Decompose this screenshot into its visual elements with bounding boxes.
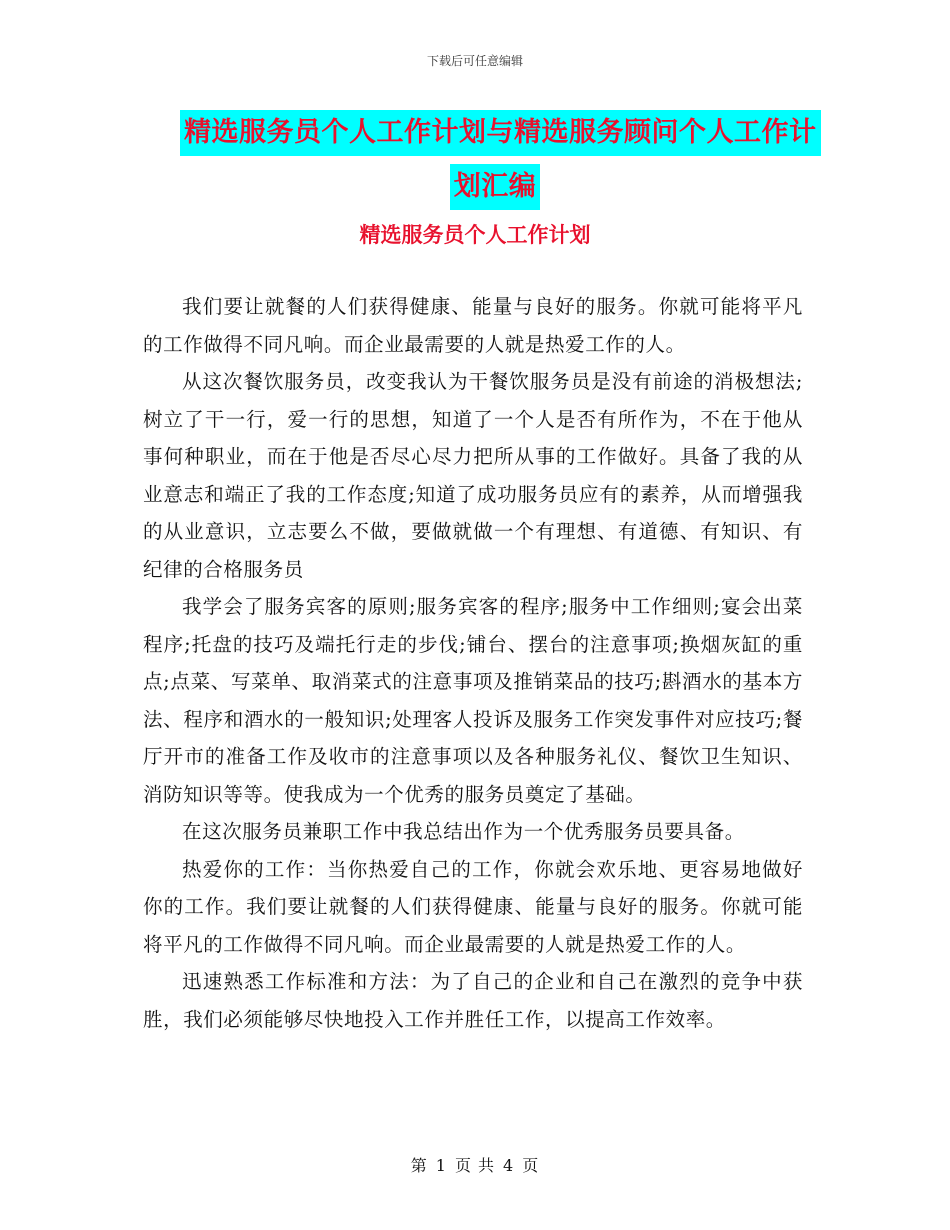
paragraph: 从这次餐饮服务员，改变我认为干餐饮服务员是没有前途的消极想法;树立了干一行，爱一行的思想，知道了一个人是否有所作为，不在于他从事何种职业，而在于他是否尽心尽力把所从事的工作做好。具备了我的从业意志和端正了我的工作态度;知道了成功服务员应有的素养，从而增强我的从业意识，立志要么不做，要做就做一个有理想、有道德、有知识、有纪律的合格服务员 xyxy=(143,370,803,581)
footer-middle: 页 共 xyxy=(454,1156,496,1175)
paragraph: 我学会了服务宾客的原则;服务宾客的程序;服务中工作细则;宴会出菜程序;托盘的技巧及端托行走的步伐;铺台、摆台的注意事项;换烟灰缸的重点;点菜、写菜单、取消菜式的注意事项及推销菜品的技巧;斟酒水的基本方法、程序和酒水的一般知识;处理客人投诉及服务工作突发事件对应技巧;餐厅开市的准备工作及收市的注意事项以及各种服务礼仪、餐饮卫生知识、消防知识等等。使我成为一个优秀的服务员奠定了基础。 xyxy=(143,595,803,806)
document-title xyxy=(180,110,817,210)
paragraph: 在这次服务员兼职工作中我总结出作为一个优秀服务员要具备。 xyxy=(182,820,745,843)
paragraph: 迅速熟悉工作标准和方法：为了自己的企业和自己在激烈的竞争中获胜，我们必须能够尽快地投入工作并胜任工作，以提高工作效率。 xyxy=(143,970,803,1031)
footer-prefix: 第 xyxy=(410,1156,428,1175)
paragraph: 我们要让就餐的人们获得健康、能量与良好的服务。你就可能将平凡的工作做得不同凡响。而企业最需要的人就是热爱工作的人。 xyxy=(143,295,803,356)
page-header: 下载后可任意编辑 xyxy=(426,54,523,68)
title-line-2: 划汇编 xyxy=(450,164,541,210)
paragraph: 热爱你的工作：当你热爱自己的工作，你就会欢乐地、更容易地做好你的工作。我们要让就餐的人们获得健康、能量与良好的服务。你就可能将平凡的工作做得不同凡响。而企业最需要的人就是热爱工作的人。 xyxy=(143,857,803,956)
footer-suffix: 页 xyxy=(522,1156,540,1175)
footer-page-number: 1 xyxy=(435,1156,447,1175)
page-footer xyxy=(0,1153,950,1176)
footer-total-pages: 4 xyxy=(503,1156,515,1175)
title-line-1: 精选服务员个人工作计划与精选服务顾问个人工作计 xyxy=(180,110,821,156)
body-content xyxy=(143,288,803,1038)
section-subtitle: 精选服务员个人工作计划 xyxy=(359,222,591,247)
